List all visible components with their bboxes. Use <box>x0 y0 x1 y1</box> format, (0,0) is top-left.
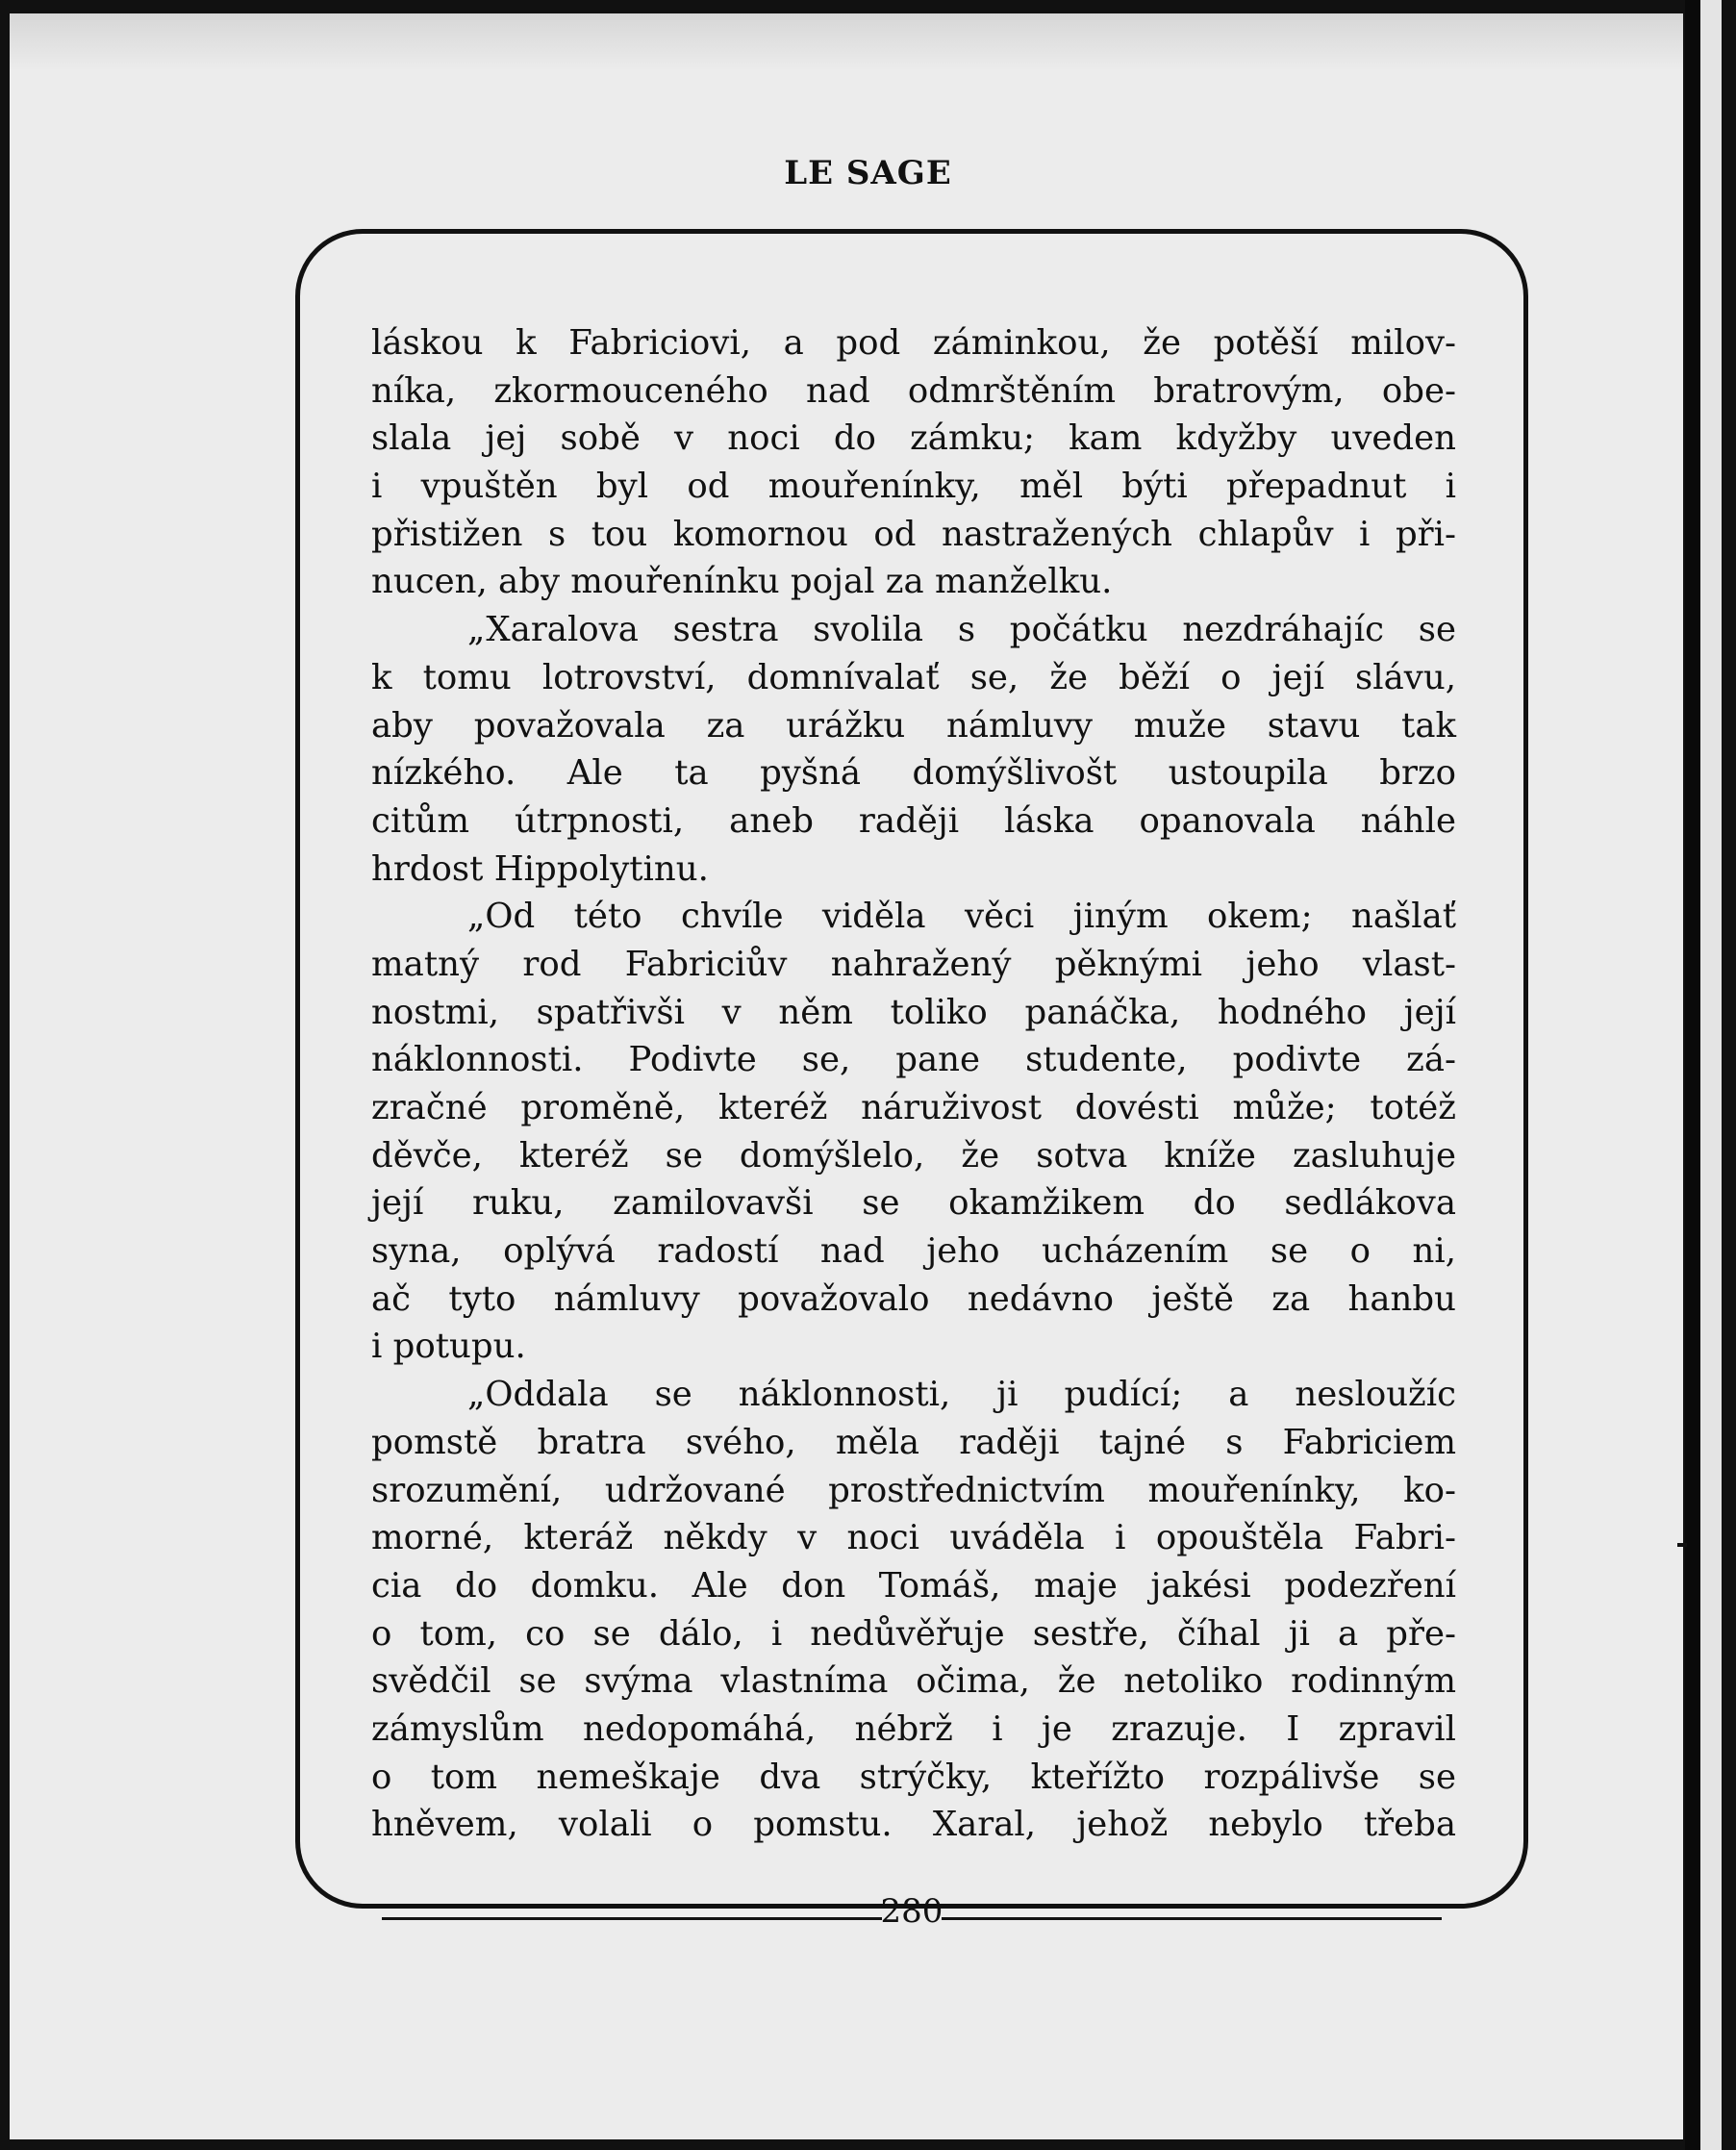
page-footer <box>295 1890 1528 1938</box>
body-line: „Od této chvíle viděla věci jiným okem; našlať <box>467 897 1456 937</box>
body-line: o tom nemeškaje dva strýčky, kteřížto rozpálivše se <box>371 1757 1456 1797</box>
body-line: ač tyto námluvy považovalo nedávno ještě za hanbu <box>371 1278 1456 1319</box>
body-line: syna, oplývá radostí nad jeho ucházením se o ni, <box>371 1231 1456 1272</box>
body-line: k tomu lotrovství, domnívalať se, že běží o její slávu, <box>371 657 1456 697</box>
body-line: nízkého. Ale ta pyšná domýšlivošt ustoupila brzo <box>371 753 1456 794</box>
body-line: aby považovala za urážku námluvy muže stavu tak <box>371 705 1456 746</box>
body-line: o tom, co se dálo, i nedůvěřuje sestře, číhal ji a pře- <box>371 1613 1456 1654</box>
body-line: slala jej sobě v noci do zámku; kam kdyžby uveden <box>371 418 1456 459</box>
body-line: níka, zkormouceného nad odmrštěním bratrovým, obe- <box>371 370 1456 411</box>
running-head: LE SAGE <box>784 154 952 192</box>
body-line: „Oddala se náklonnosti, ji pudící; a nesloužíc <box>467 1375 1456 1415</box>
body-line: morné, kteráž někdy v noci uváděla i opouštěla Fabri- <box>371 1518 1456 1558</box>
page-gutter <box>1685 0 1700 2150</box>
body-line: svědčil se svýma vlastníma očima, že netoliko rodinným <box>371 1661 1456 1702</box>
body-line: „Xaralova sestra svolila s počátku nezdráhajíc se <box>467 610 1456 650</box>
body-line: děvče, kteréž se domýšlelo, že sotva kníže zasluhuje <box>371 1135 1456 1176</box>
body-line: nucen, aby mouřenínku pojal za manželku. <box>371 562 1113 602</box>
body-line: cia do domku. Ale don Tomáš, maje jakési podezření <box>371 1565 1456 1606</box>
body-line: srozumění, udržované prostřednictvím mouřenínky, ko- <box>371 1470 1456 1510</box>
body-line: náklonnosti. Podivte se, pane studente, podivte zá- <box>371 1040 1456 1080</box>
body-line: zračné proměně, kteréž náruživost dovésti může; totéž <box>371 1088 1456 1127</box>
next-page-edge <box>1700 0 1722 2150</box>
body-line: matný rod Fabriciův nahražený pěknými jeho vlast- <box>371 944 1456 984</box>
body-line: pomstě bratra svého, měla raději tajné s Fabriciem <box>371 1422 1456 1462</box>
body-line: i vpuštěn byl od mouřenínky, měl býti přepadnut i <box>371 467 1456 507</box>
body-line: její ruku, zamilovavši se okamžikem do sedlákova <box>371 1183 1456 1224</box>
page-edge-shadow <box>10 13 1683 71</box>
body-line: zámyslům nedopomáhá, nébrž i je zrazuje. I zpravil <box>371 1708 1456 1749</box>
body-line: i potupu. <box>371 1327 526 1367</box>
body-line: přistižen s tou komornou od nastražených chlapův i při- <box>371 514 1456 554</box>
margin-mark <box>1677 1543 1687 1547</box>
body-line: hněvem, volali o pomstu. Xaral, jehož nebylo třeba <box>371 1805 1456 1845</box>
body-line: hrdost Hippolytinu. <box>371 848 709 889</box>
body-line: láskou k Fabriciovi, a pod záminkou, že potěší milov- <box>371 323 1456 363</box>
body-line: citům útrpnosti, aneb raději láska opanovala náhle <box>371 800 1456 841</box>
body-line: nostmi, spatřivši v něm toliko panáčka, hodného její <box>371 992 1456 1032</box>
page-number: 280 <box>880 1892 943 1931</box>
body-text <box>371 319 1456 1849</box>
